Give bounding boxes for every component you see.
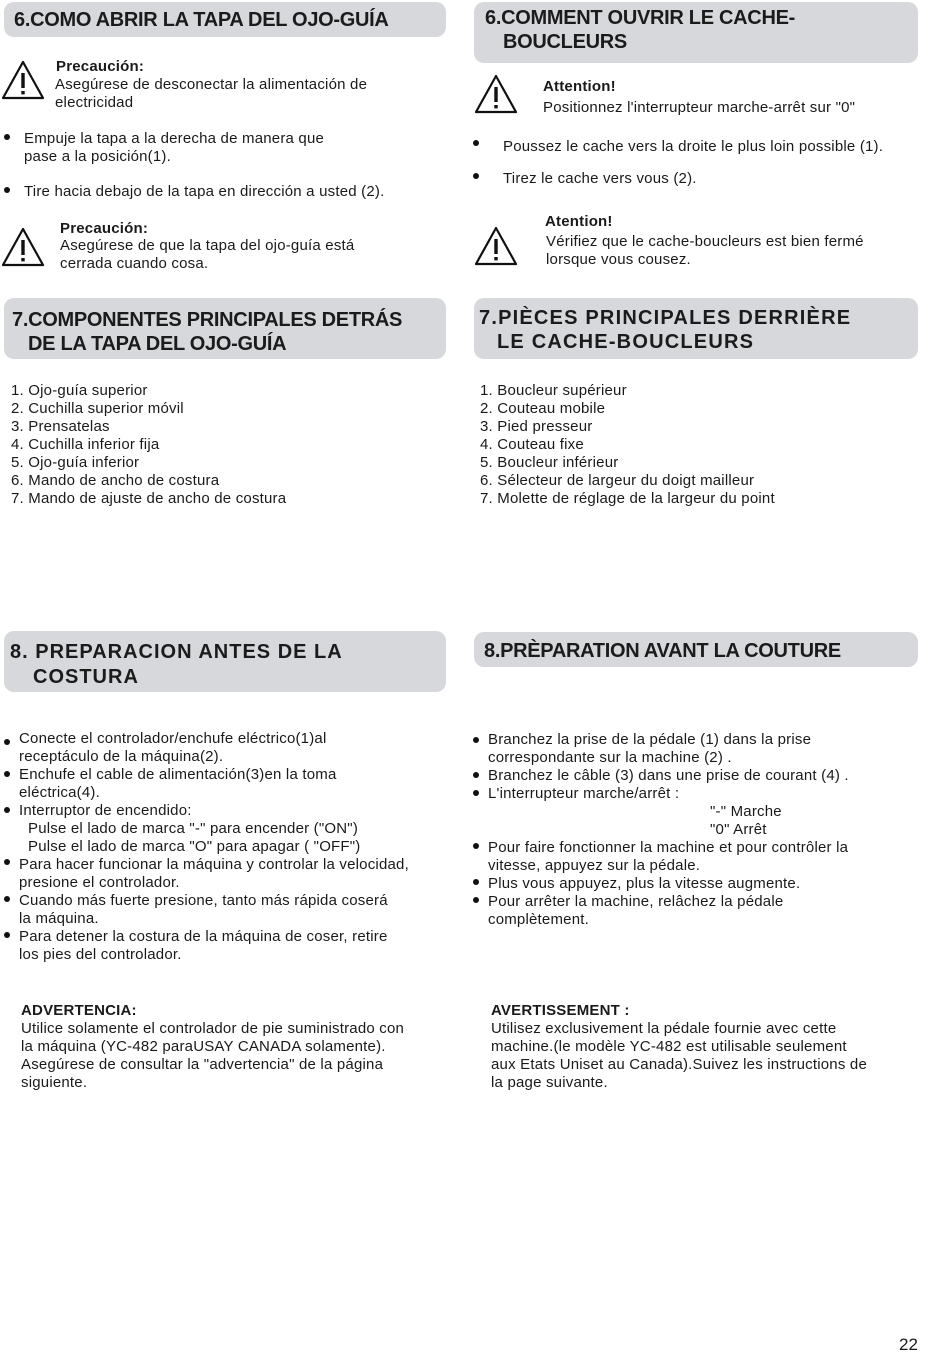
warning-triangle-icon: [1, 60, 45, 100]
fr-prep-line: L'interrupteur marche/arrêt :: [488, 785, 680, 802]
bullet-icon: [4, 187, 10, 193]
list-item: 3. Prensatelas: [11, 418, 110, 435]
es-prep-line: Enchufe el cable de alimentación(3)en la toma: [19, 766, 337, 783]
fr-prep-line: Pour arrêter la machine, relâchez la pédale: [488, 893, 784, 910]
fr-caution2-line2: lorsque vous cousez.: [546, 251, 691, 268]
fr-section-6-title-line2: BOUCLEURS: [503, 31, 627, 53]
list-item: 5. Ojo-guía inferior: [11, 454, 140, 471]
fr-warning-label: AVERTISSEMENT :: [491, 1002, 630, 1019]
es-s6-bullet2: Tire hacia debajo de la tapa en dirección a usted (2).: [24, 183, 385, 200]
es-section-8-title-line2: COSTURA: [33, 666, 139, 688]
fr-prep-line: "-" Marche: [710, 803, 782, 820]
es-prep-line: Interruptor de encendido:: [19, 802, 192, 819]
es-warning-label: ADVERTENCIA:: [21, 1002, 137, 1019]
bullet-icon: [4, 807, 10, 813]
es-section-7-title-line1: 7.COMPONENTES PRINCIPALES DETRÁS: [12, 309, 403, 331]
es-warning-line: siguiente.: [21, 1074, 88, 1091]
fr-s6-bullet1: Poussez le cache vers la droite le plus loin possible (1).: [503, 138, 884, 155]
list-item: 7. Molette de réglage de la largeur du point: [480, 490, 775, 507]
es-prep-line: Para detener la costura de la máquina de coser, retire: [19, 928, 388, 945]
bullet-icon: [4, 896, 10, 902]
fr-section-8-title: 8.PRÈPARATION AVANT LA COUTURE: [484, 640, 841, 662]
fr-section-6-header: [474, 2, 918, 63]
fr-warning-line: aux Etats Uniset au Canada).Suivez les instructions de: [491, 1056, 867, 1073]
list-item: 2. Cuchilla superior móvil: [11, 400, 184, 417]
list-item: 3. Pied presseur: [480, 418, 593, 435]
fr-preparation-list: [470, 731, 925, 931]
list-item: 2. Couteau mobile: [480, 400, 606, 417]
fr-section-7-title-line1: 7.PIÈCES PRINCIPALES DERRIÈRE: [479, 307, 852, 329]
bullet-icon: [473, 737, 479, 743]
fr-warning-line: Utilisez exclusivement la pédale fournie avec cette: [491, 1020, 837, 1037]
fr-prep-line: Branchez le câble (3) dans une prise de courant (4) .: [488, 767, 849, 784]
es-warning-line: Asegúrese de consultar la "advertencia" de la página: [21, 1056, 384, 1073]
list-item: 1. Ojo-guía superior: [11, 382, 148, 399]
fr-prep-line: Pour faire fonctionner la machine et pour contrôler la: [488, 839, 849, 856]
es-section-6-title: 6.COMO ABRIR LA TAPA DEL OJO-GUÍA: [14, 9, 389, 31]
list-item: 7. Mando de ajuste de ancho de costura: [11, 490, 287, 507]
bullet-icon: [4, 932, 10, 938]
list-item: 4. Cuchilla inferior fija: [11, 436, 160, 453]
bullet-icon: [473, 140, 479, 146]
es-section-8-header: [4, 631, 446, 692]
bullet-icon: [4, 859, 10, 865]
es-prep-line: Cuando más fuerte presione, tanto más rápida coserá: [19, 892, 388, 909]
es-caution2-line1: Asegúrese de que la tapa del ojo-guía está: [60, 237, 355, 254]
fr-warning-line: la page suivante.: [491, 1074, 608, 1091]
page-number: 22: [899, 1335, 918, 1354]
fr-section-7-title-line2: LE CACHE-BOUCLEURS: [497, 331, 755, 353]
fr-caution1-label: Attention!: [543, 78, 616, 95]
warning-triangle-icon: [474, 74, 518, 114]
es-prep-line: Para hacer funcionar la máquina y controlar la velocidad,: [19, 856, 409, 873]
es-caution2-label: Precaución:: [60, 220, 149, 237]
es-preparation-list: [0, 730, 460, 970]
bullet-icon: [4, 739, 10, 745]
bullet-icon: [473, 843, 479, 849]
fr-warning-line: machine.(le modèle YC-482 est utilisable seulement: [491, 1038, 847, 1055]
bullet-icon: [473, 772, 479, 778]
es-caution1-line2: electricidad: [55, 94, 134, 111]
list-item: 6. Mando de ancho de costura: [11, 472, 220, 489]
fr-section-8-header: [474, 632, 918, 667]
es-prep-line: Pulse el lado de marca "O" para apagar ( "OFF"): [28, 838, 361, 855]
es-prep-line: presione el controlador.: [19, 874, 180, 891]
list-item: 4. Couteau fixe: [480, 436, 584, 453]
es-section-7-header: [4, 298, 446, 359]
fr-prep-line: "0" Arrêt: [710, 821, 767, 838]
fr-section-6-title-line1: 6.COMMENT OUVRIR LE CACHE-: [485, 7, 795, 29]
es-caution1-line1: Asegúrese de desconectar la alimentación de: [55, 76, 368, 93]
list-item: 5. Boucleur inférieur: [480, 454, 619, 471]
bullet-icon: [4, 134, 10, 140]
es-prep-line: los pies del controlador.: [19, 946, 182, 963]
es-prep-line: Conecte el controlador/enchufe eléctrico(1)al: [19, 730, 327, 747]
es-warning-line: la máquina (YC-482 paraUSAY CANADA solamente).: [21, 1038, 386, 1055]
es-s6-bullet1-line1: Empuje la tapa a la derecha de manera que: [24, 130, 325, 147]
fr-caution1-line1: Positionnez l'interrupteur marche-arrêt sur "0": [543, 99, 856, 116]
fr-caution2-label: Atention!: [545, 213, 613, 230]
es-prep-line: Pulse el lado de marca "-" para encender ("ON"): [28, 820, 359, 837]
warning-triangle-icon: [474, 226, 518, 266]
fr-prep-line: Branchez la prise de la pédale (1) dans la prise: [488, 731, 812, 748]
es-section-6-header: [4, 2, 446, 37]
bullet-icon: [473, 879, 479, 885]
bullet-icon: [4, 771, 10, 777]
es-warning-line: Utilice solamente el controlador de pie suministrado con: [21, 1020, 405, 1037]
es-caution1-label: Precaución:: [56, 58, 145, 75]
fr-prep-line: complètement.: [488, 911, 589, 928]
fr-caution2-line1: Vérifiez que le cache-boucleurs est bien fermé: [546, 233, 864, 250]
bullet-icon: [473, 790, 479, 796]
fr-s6-bullet2: Tirez le cache vers vous (2).: [503, 170, 697, 187]
es-caution2-line2: cerrada cuando cosa.: [60, 255, 209, 272]
list-item: 1. Boucleur supérieur: [480, 382, 627, 399]
fr-prep-line: correspondante sur la machine (2) .: [488, 749, 732, 766]
es-prep-line: la máquina.: [19, 910, 99, 927]
list-item: 6. Sélecteur de largeur du doigt mailleur: [480, 472, 755, 489]
es-prep-line: eléctrica(4).: [19, 784, 100, 801]
es-section-8-title-line1: 8. PREPARACION ANTES DE LA: [10, 641, 343, 663]
es-section-7-title-line2: DE LA TAPA DEL OJO-GUÍA: [28, 333, 287, 355]
es-s6-bullet1-line2: pase a la posición(1).: [24, 148, 171, 165]
warning-triangle-icon: [1, 227, 45, 267]
fr-prep-line: vitesse, appuyez sur la pédale.: [488, 857, 701, 874]
es-prep-line: receptáculo de la máquina(2).: [19, 748, 224, 765]
fr-section-7-header: [474, 298, 918, 359]
bullet-icon: [473, 173, 479, 179]
bullet-icon: [473, 897, 479, 903]
fr-prep-line: Plus vous appuyez, plus la vitesse augmente.: [488, 875, 801, 892]
